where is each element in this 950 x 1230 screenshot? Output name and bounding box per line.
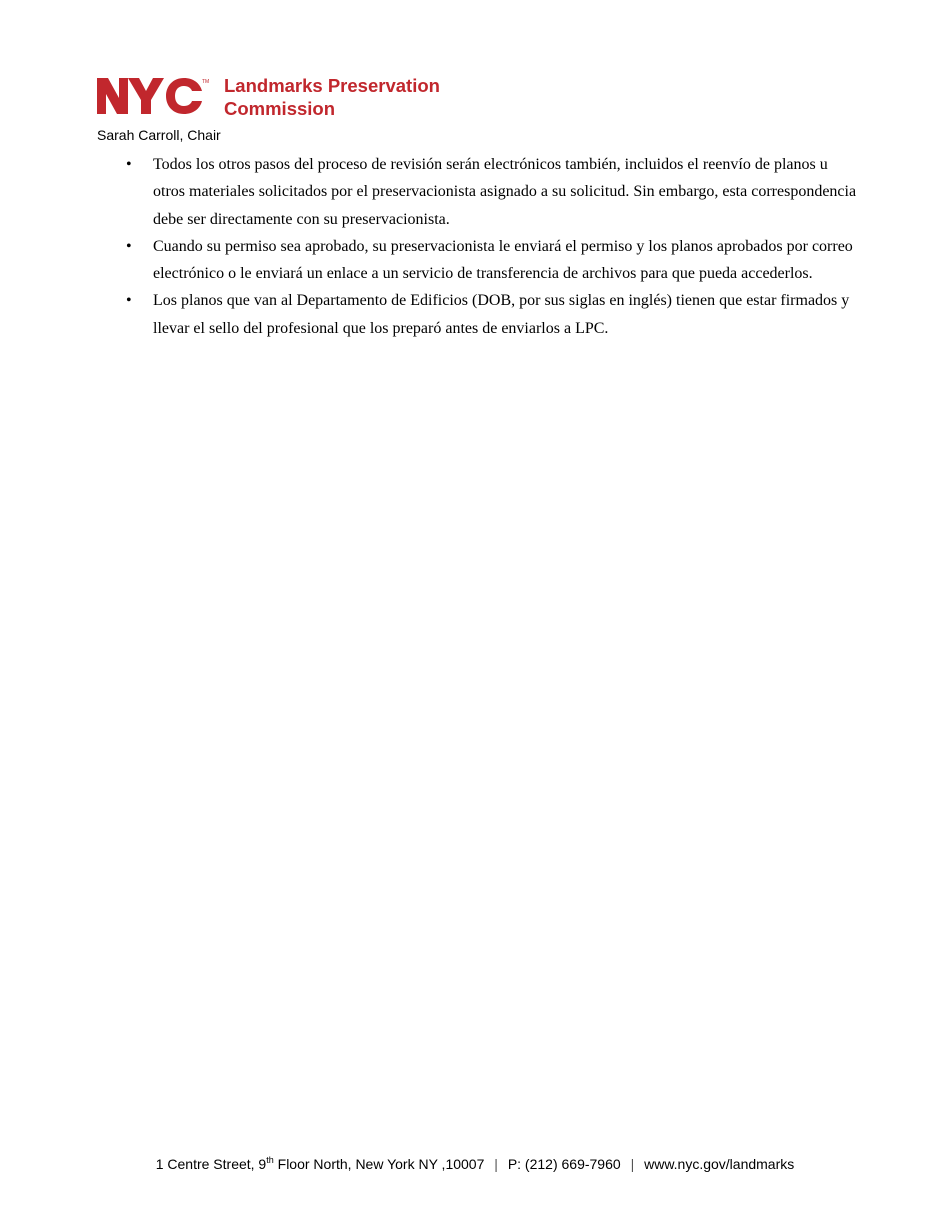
list-item (124, 151, 859, 233)
list-item-text: Cuando su permiso sea aprobado, su preservacionista le enviará el permiso y los planos aprobados por correo electrónico o le enviará un enlace a un servicio de transferencia de archivos para que pueda accederlos. (153, 237, 853, 283)
bullet-list (124, 151, 859, 342)
list-item-text: Los planos que van al Departamento de Edificios (DOB, por sus siglas en inglés) tienen que estar firmados y llevar el sello del profesional que los preparó antes de enviarlos a LPC. (153, 292, 850, 337)
address-prefix: 1 Centre Street, 9 (155, 1156, 267, 1172)
footer-address (156, 1156, 485, 1172)
nyc-logo-mark (97, 76, 209, 116)
org-name (224, 74, 440, 120)
nyc-lpc-logo (97, 76, 440, 120)
list-item (124, 287, 859, 342)
bullet-icon: • (126, 156, 132, 173)
address-suffix: Floor North, New York NY ,10007 (273, 1156, 485, 1172)
list-item (124, 233, 859, 288)
footer-website-link[interactable]: www.nyc.gov/landmarks (644, 1156, 795, 1172)
list-item-text: Todos los otros pasos del proceso de revisión serán electrónicos también, incluidos el reenvío de planos u otros materiales solicitados por el preservacionista asignado a su solicitud. Sin embargo, esta correspondencia debe ser directamente con su preservacionista. (153, 156, 857, 228)
org-name-line2: Commission (224, 98, 336, 119)
bullet-icon: • (126, 292, 132, 310)
address-superscript: th (266, 1155, 274, 1165)
footer-separator: | (630, 1156, 635, 1172)
org-name-line1: Landmarks Preservation (224, 75, 440, 96)
footer (0, 1156, 950, 1172)
footer-phone: P: (212) 669-7960 (507, 1156, 621, 1172)
svg-text:TM: TM (202, 79, 209, 85)
footer-separator: | (494, 1156, 498, 1172)
bullet-icon: • (126, 237, 132, 255)
chair-name: Sarah Carroll, Chair (97, 127, 221, 143)
